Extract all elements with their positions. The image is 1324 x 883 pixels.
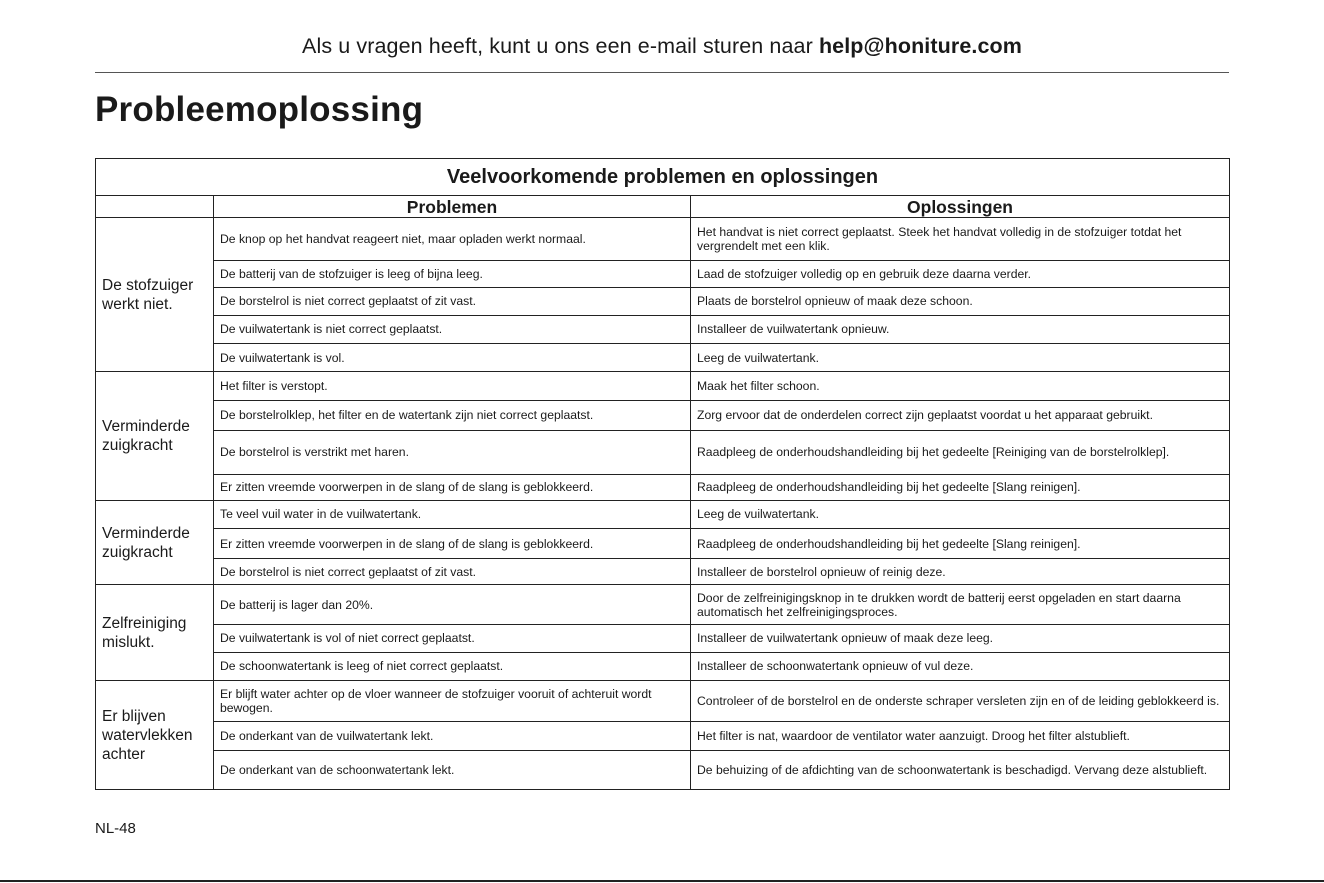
problem-cell: De batterij van de stofzuiger is leeg of bijna leeg. — [214, 261, 691, 287]
problem-cell: De borstelrolklep, het filter en de watertank zijn niet correct geplaatst. — [214, 400, 691, 430]
table-row — [96, 474, 1230, 500]
table-row — [96, 218, 1230, 261]
problem-cell: Er zitten vreemde voorwerpen in de slang of de slang is geblokkeerd. — [214, 528, 691, 558]
bottom-divider — [0, 880, 1324, 882]
solution-cell: Plaats de borstelrol opnieuw of maak deze schoon. — [691, 287, 1230, 315]
problem-cell: De schoonwatertank is leeg of niet correct geplaatst. — [214, 652, 691, 680]
table-row — [96, 261, 1230, 287]
table-row — [96, 681, 1230, 722]
solution-cell: Raadpleeg de onderhoudshandleiding bij het gedeelte [Slang reinigen]. — [691, 528, 1230, 558]
solution-cell: Installeer de vuilwatertank opnieuw of maak deze leeg. — [691, 624, 1230, 652]
table-row — [96, 559, 1230, 585]
category-cell: Verminderde zuigkracht — [96, 500, 214, 585]
table-row — [96, 528, 1230, 558]
problem-cell: De knop op het handvat reageert niet, maar opladen werkt normaal. — [214, 218, 691, 261]
solution-cell: Raadpleeg de onderhoudshandleiding bij het gedeelte [Slang reinigen]. — [691, 474, 1230, 500]
table-caption: Veelvoorkomende problemen en oplossingen — [96, 159, 1230, 196]
table-row — [96, 287, 1230, 315]
solution-cell: Het filter is nat, waardoor de ventilator water aanzuigt. Droog het filter alstublieft. — [691, 722, 1230, 750]
problem-cell: De vuilwatertank is vol of niet correct geplaatst. — [214, 624, 691, 652]
table-header-row — [96, 196, 1230, 218]
table-row — [96, 652, 1230, 680]
problem-cell: De onderkant van de schoonwatertank lekt. — [214, 750, 691, 789]
page-number: NL-48 — [95, 820, 136, 837]
table-row — [96, 400, 1230, 430]
solution-cell: Zorg ervoor dat de onderdelen correct zijn geplaatst voordat u het apparaat gebruikt. — [691, 400, 1230, 430]
problem-cell: Het filter is verstopt. — [214, 372, 691, 400]
solution-cell: Maak het filter schoon. — [691, 372, 1230, 400]
table-row — [96, 372, 1230, 400]
table-row — [96, 722, 1230, 750]
category-column-header — [96, 196, 214, 218]
problem-cell: Er blijft water achter op de vloer wanneer de stofzuiger vooruit of achteruit wordt bewogen. — [214, 681, 691, 722]
problem-cell: De borstelrol is niet correct geplaatst of zit vast. — [214, 559, 691, 585]
table-row — [96, 750, 1230, 789]
table-row — [96, 585, 1230, 624]
table-row — [96, 500, 1230, 528]
troubleshooting-table — [95, 158, 1230, 790]
solution-cell: Leeg de vuilwatertank. — [691, 344, 1230, 372]
solutions-column-header: Oplossingen — [691, 196, 1230, 218]
table-row — [96, 344, 1230, 372]
problem-cell: Te veel vuil water in de vuilwatertank. — [214, 500, 691, 528]
header-text: Als u vragen heeft, kunt u ons een e-mail sturen naar — [302, 34, 819, 58]
solution-cell: Door de zelfreinigingsknop in te drukken wordt de batterij eerst opgeladen en start daarna automatisch het zelfreinigingsproces. — [691, 585, 1230, 624]
category-cell: Er blijven watervlekken achter — [96, 681, 214, 790]
problems-column-header: Problemen — [214, 196, 691, 218]
problem-cell: De onderkant van de vuilwatertank lekt. — [214, 722, 691, 750]
problem-cell: De borstelrol is niet correct geplaatst of zit vast. — [214, 287, 691, 315]
solution-cell: De behuizing of de afdichting van de schoonwatertank is beschadigd. Vervang deze alstublieft. — [691, 750, 1230, 789]
header-divider — [95, 72, 1229, 73]
table-row — [96, 315, 1230, 343]
solution-cell: Installeer de borstelrol opnieuw of reinig deze. — [691, 559, 1230, 585]
problem-cell: Er zitten vreemde voorwerpen in de slang of de slang is geblokkeerd. — [214, 474, 691, 500]
category-cell: De stofzuiger werkt niet. — [96, 218, 214, 372]
page-title: Probleemoplossing — [95, 90, 424, 129]
solution-cell: Het handvat is niet correct geplaatst. Steek het handvat volledig in de stofzuiger totdat het vergrendelt met een klik. — [691, 218, 1230, 261]
solution-cell: Raadpleeg de onderhoudshandleiding bij het gedeelte [Reiniging van de borstelrolklep]. — [691, 431, 1230, 474]
problem-cell: De borstelrol is verstrikt met haren. — [214, 431, 691, 474]
problem-cell: De vuilwatertank is niet correct geplaatst. — [214, 315, 691, 343]
table-row — [96, 431, 1230, 474]
solution-cell: Laad de stofzuiger volledig op en gebruik deze daarna verder. — [691, 261, 1230, 287]
table-body — [96, 218, 1230, 790]
solution-cell: Installeer de schoonwatertank opnieuw of vul deze. — [691, 652, 1230, 680]
support-email: help@honiture.com — [818, 34, 1022, 58]
category-cell: Zelfreiniging mislukt. — [96, 585, 214, 681]
solution-cell: Controleer of de borstelrol en de onderste schraper versleten zijn en of de leiding geblokkeerd is. — [691, 681, 1230, 722]
category-cell: Verminderde zuigkracht — [96, 372, 214, 500]
problem-cell: De vuilwatertank is vol. — [214, 344, 691, 372]
table-caption-row — [96, 159, 1230, 196]
problem-cell: De batterij is lager dan 20%. — [214, 585, 691, 624]
solution-cell: Leeg de vuilwatertank. — [691, 500, 1230, 528]
table-row — [96, 624, 1230, 652]
solution-cell: Installeer de vuilwatertank opnieuw. — [691, 315, 1230, 343]
page-header — [95, 34, 1229, 59]
